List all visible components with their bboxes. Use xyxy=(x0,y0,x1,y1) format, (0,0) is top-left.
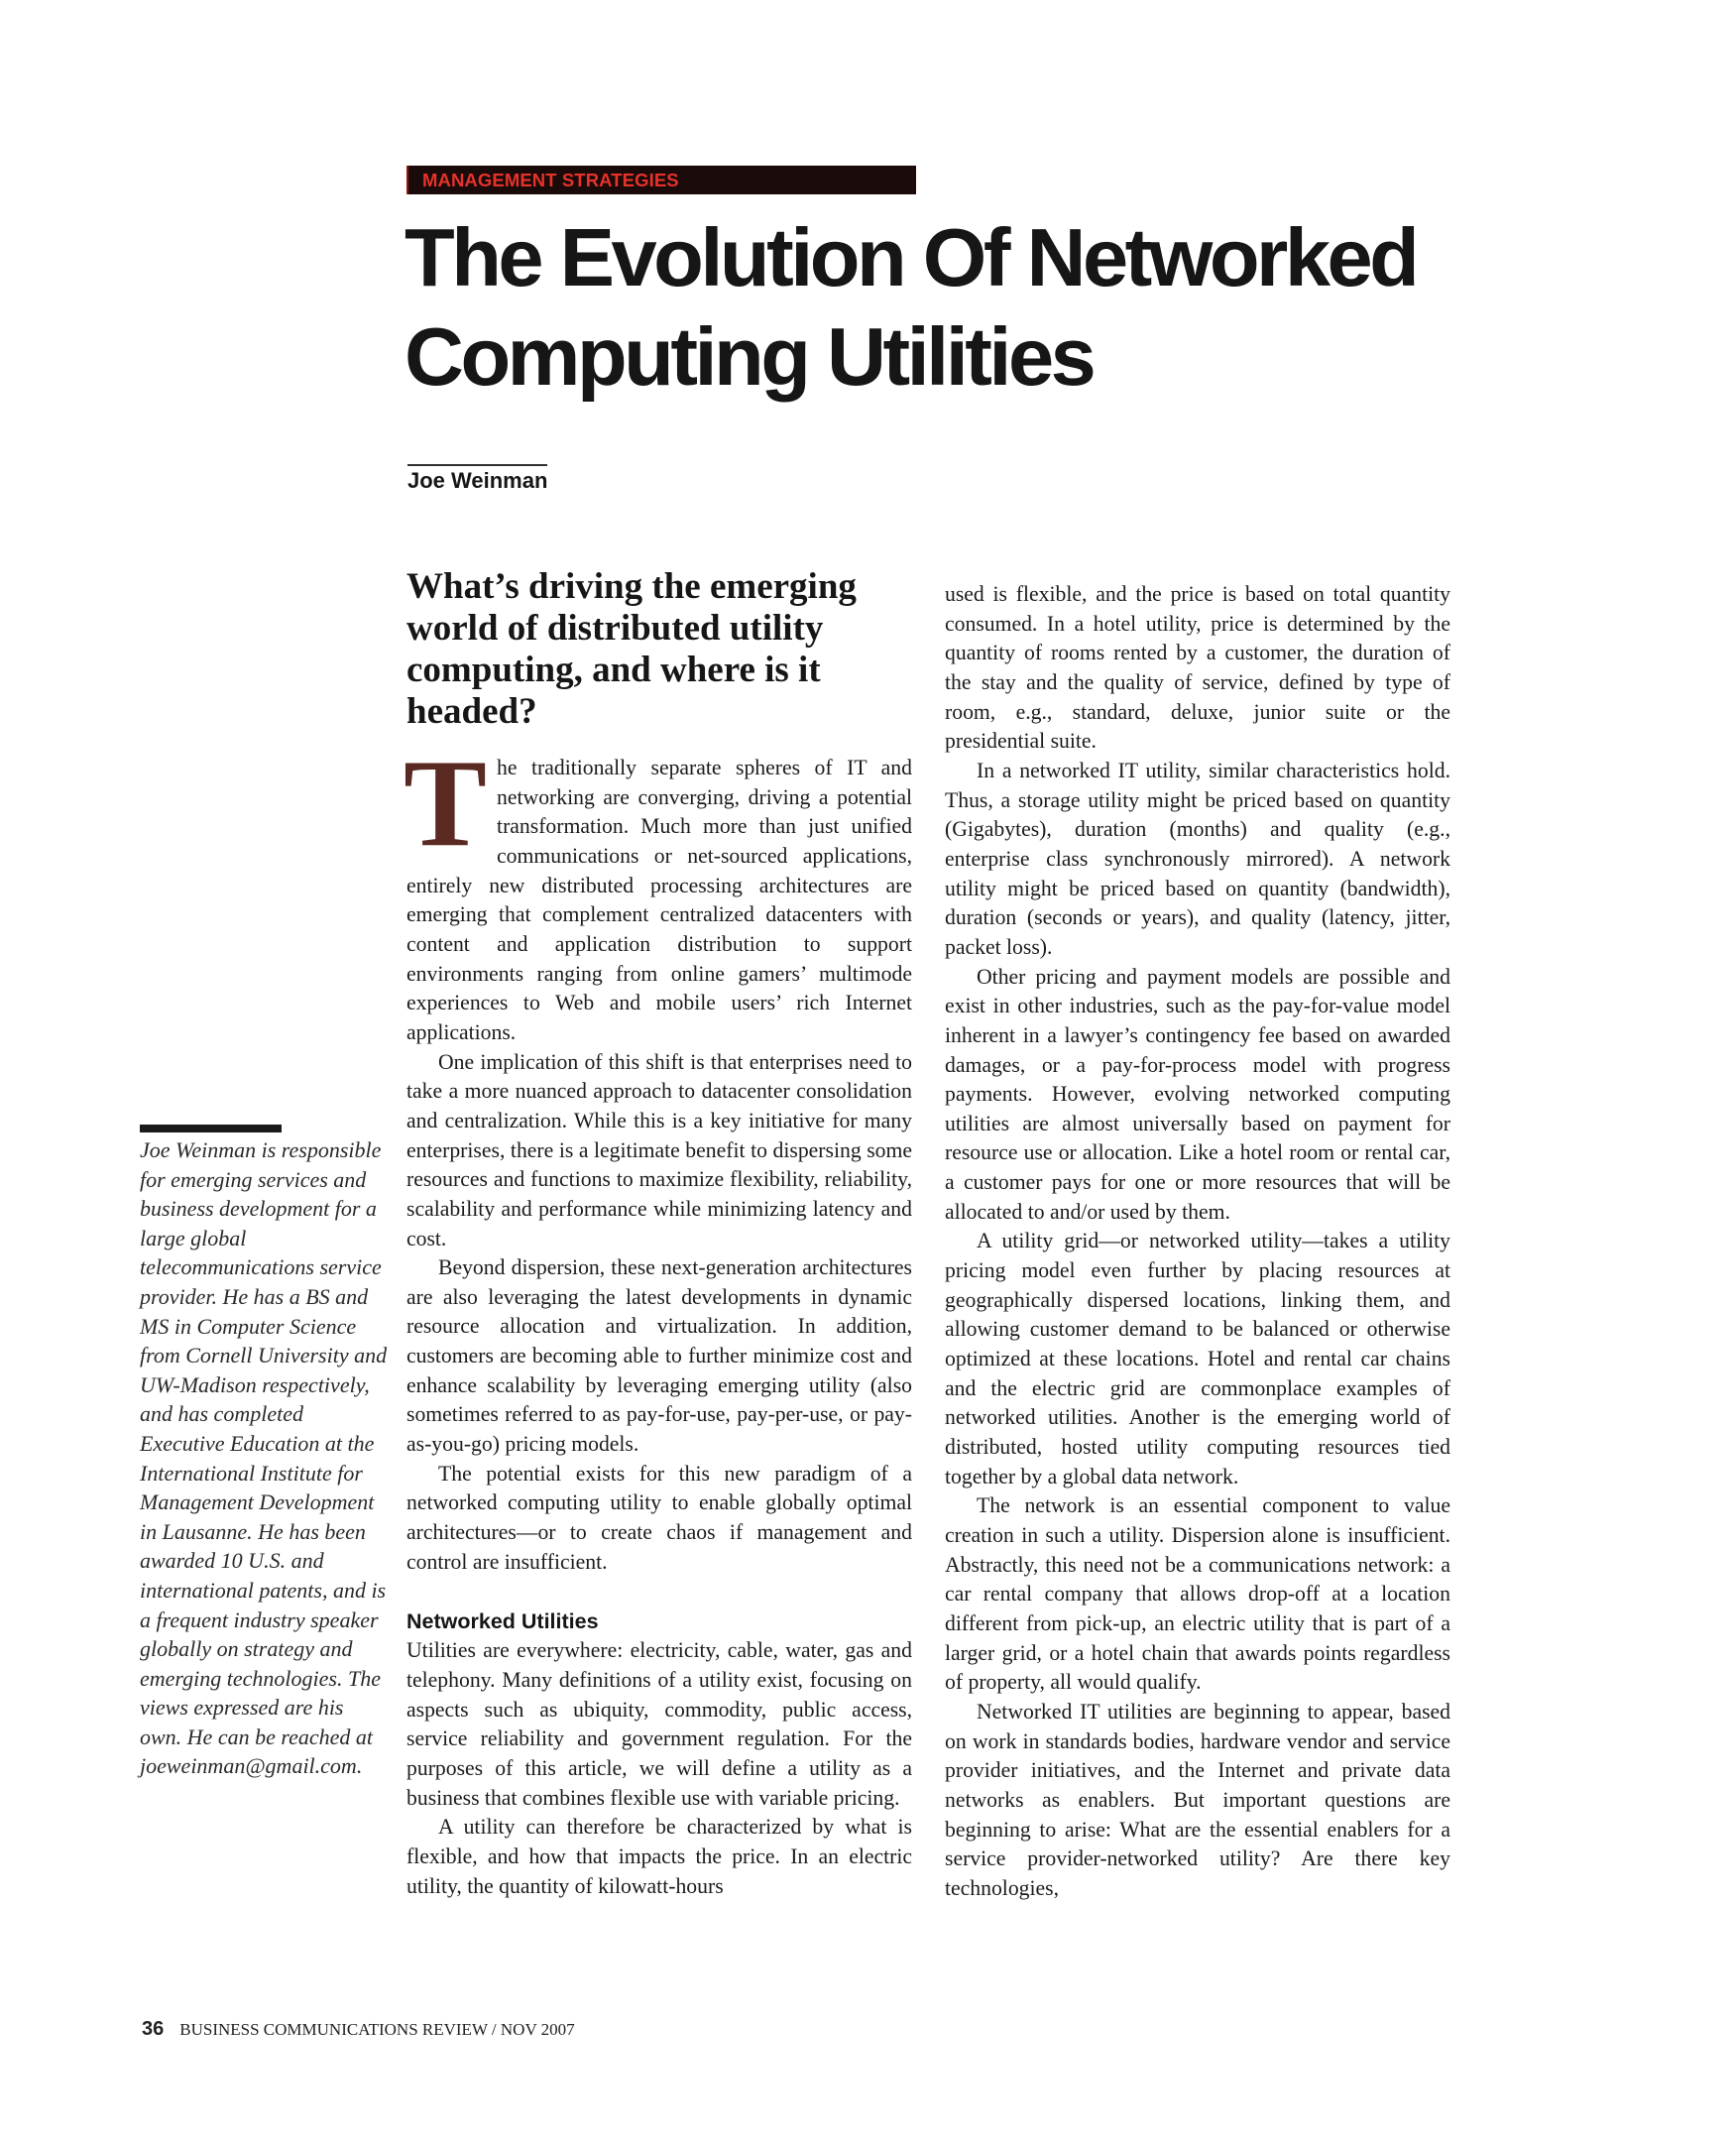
article-title xyxy=(405,208,1515,407)
paragraph: Other pricing and payment models are possible and exist in other industries, such as the pay-for-value model inherent in a lawyer’s contingency fee based on awarded damages, or a pay-for-process model with progress payments. However, evolving networked computing utilities are almost universally based on payment for resource use or allocation. Like a hotel room or rental car, a customer pays for one or more resources that will be allocated to and/or used by them. xyxy=(945,964,1450,1224)
section-kicker xyxy=(406,166,916,194)
paragraph xyxy=(404,735,912,1048)
title-line-1: The Evolution Of Networked xyxy=(405,211,1417,303)
bio-rule xyxy=(140,1125,282,1132)
drop-cap: T xyxy=(404,735,488,873)
section-subhead: Networked Utilities xyxy=(406,1609,599,1634)
paragraph: Networked IT utilities are beginning to appear, based on work in standards bodies, hardware vendor and service provider initiatives, and the Internet and private data networks as enablers. But important questions are beginning to arise: What are the essential enablers for a service provider-networked utility? Are there key technologies, xyxy=(945,1699,1450,1900)
author-bio: Joe Weinman is responsible for emerging services and business development for a large global telecommunications service provider. He has a BS and MS in Computer Science from Cornell University and UW-Madison respectively, and has completed Executive Education at the International Institute for Management Development in Lausanne. He has been awarded 10 U.S. and international patents, and is a frequent industry speaker globally on strategy and emerging technologies. The views expressed are his own. He can be reached at joeweinman@gmail.com. xyxy=(140,1137,388,1779)
publication-name: BUSINESS COMMUNICATIONS REVIEW / NOV 2007 xyxy=(179,2020,575,2039)
paragraph: One implication of this shift is that enterprises need to take a more nuanced approach to datacenter consolidation and centralization. While this is a key initiative for many enterprises, there is a legitimate benefit to dispersing some resources and functions to maximize flexibility, reliability, scalability and performance while minimizing latency and cost. xyxy=(406,1049,912,1250)
paragraph-text: he traditionally separate spheres of IT and networking are converging, driving a potential transformation. Much more than just unified communications or net-sourced applications, entirely new distributed processing architectures are emerging that complement centralized datacenters with content and application distribution to support environments ranging from online gamers’ multimode experiences to Web and mobile users’ rich Internet applications. xyxy=(406,756,912,1044)
article-deck: What’s driving the emerging world of distributed utility computing, and where is it headed? xyxy=(406,566,857,732)
body-column-1 xyxy=(404,735,912,1901)
paragraph: The potential exists for this new paradigm of a networked computing utility to enable globally optimal architectures—or to create chaos if management and control are insufficient. xyxy=(406,1461,912,1574)
paragraph: Beyond dispersion, these next-generation architectures are also leveraging the latest developments in dynamic resource allocation and virtualization. In addition, customers are becoming able to further minimize cost and enhance scalability by leveraging emerging utility (also sometimes referred to as pay-for-use, pay-per-use, or pay-as-you-go) pricing models. xyxy=(406,1255,912,1457)
body-column-2 xyxy=(945,580,1450,1904)
title-line-2: Computing Utilities xyxy=(405,310,1094,403)
page-footer xyxy=(142,2017,575,2042)
paragraph: A utility can therefore be characterized by what is flexible, and how that impacts the price. In an electric utility, the quantity of kilowatt-hours xyxy=(406,1815,912,1898)
kicker-label: MANAGEMENT STRATEGIES xyxy=(422,170,679,190)
paragraph: Utilities are everywhere: electricity, cable, water, gas and telephony. Many definitions of a utility exist, focusing on aspects such as ubiquity, commodity, public access, service reliability and government regulation. For the purposes of this article, we will define a utility as a business that combines flexible use with variable pricing. xyxy=(406,1638,912,1810)
page-number: 36 xyxy=(142,2018,165,2040)
author-byline: Joe Weinman xyxy=(407,468,548,493)
paragraph: used is flexible, and the price is based on total quantity consumed. In a hotel utility, price is determined by the quantity of rooms rented by a customer, the duration of the stay and the quality of service, defined by type of room, e.g., standard, deluxe, junior suite or the presidential suite. xyxy=(945,582,1450,754)
paragraph: A utility grid—or networked utility—takes a utility pricing model even further by placing resources at geographically dispersed locations, linking them, and allowing customer demand to be balanced or otherwise optimized at these locations. Hotel and rental car chains and the electric grid are commonplace examples of networked utilities. Another is the emerging world of distributed, hosted utility computing resources tied together by a global data network. xyxy=(945,1229,1450,1488)
paragraph: The network is an essential component to value creation in such a utility. Dispersion alone is insufficient. Abstractly, this need not be a communications network: a car rental company that allows drop-off at a location different from pick-up, an electric utility that is part of a larger grid, or a hotel chain that awards points regardless of property, all would qualify. xyxy=(945,1493,1450,1695)
paragraph: In a networked IT utility, similar characteristics hold. Thus, a storage utility might be priced based on quantity (Gigabytes), duration (months) and quality (e.g., enterprise class synchronously mirrored). A network utility might be priced based on quantity (bandwidth), duration (seconds or years), and quality (latency, jitter, packet loss). xyxy=(945,758,1450,959)
